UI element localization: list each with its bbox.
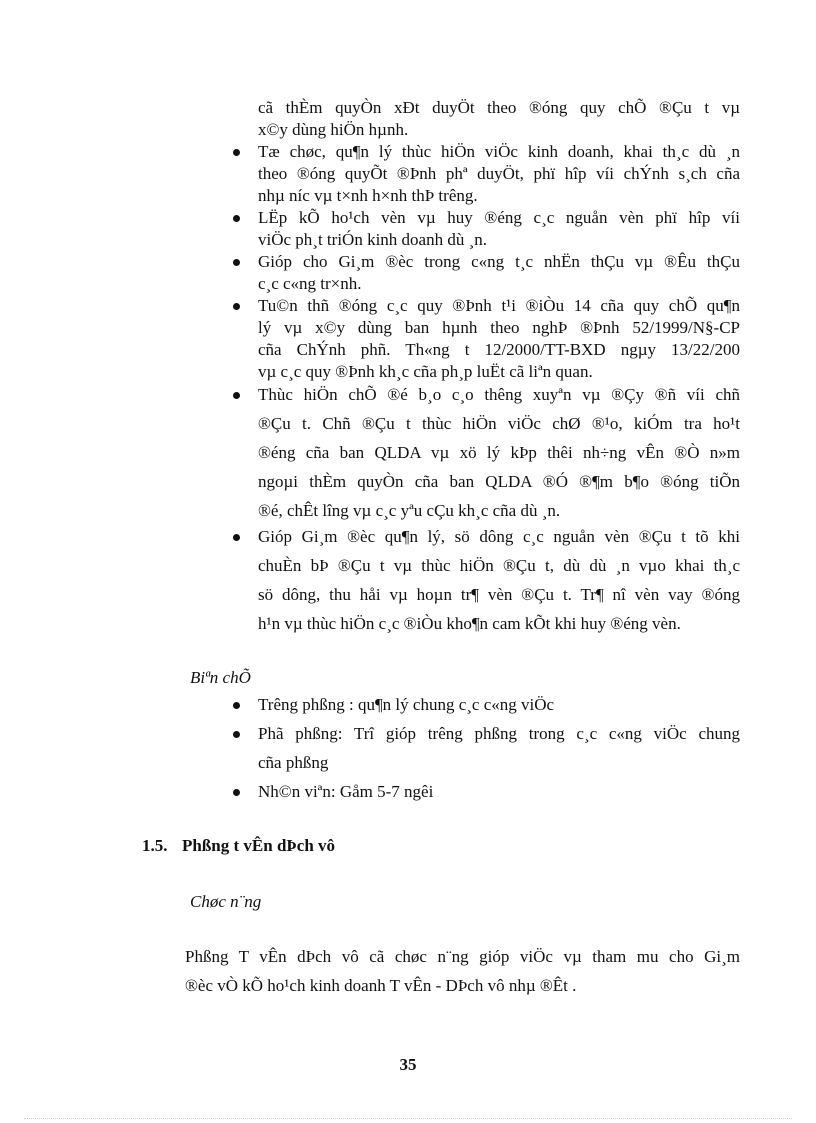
page-number: 35 [399,1055,417,1074]
intro-line: x©y dùng hiÖn hµnh. [258,120,409,139]
staffing-line: cña phßng [258,753,329,772]
duty-line: ®éng cña ban QLDA vµ xö lý kÞp thêi nh÷ng vÊn ®Ò n»m [258,443,740,462]
section-paragraph-line: Phßng T vÊn dÞch vô cã chøc n¨ng gióp viÖc vµ tham mu cho Gi¸m [185,947,740,966]
duty-line: Gióp Gi¸m ®èc qu¶n lý, sö dông c¸c nguån vèn ®Çu t tõ khi [258,527,740,546]
intro-line: cã thÈm quyÒn xÐt duyÖt theo ®óng quy chÕ ®Çu t vµ [258,98,740,117]
bullet-icon [233,259,240,266]
section-title: Phßng t vÊn dÞch vô [182,836,336,855]
bullet-icon [233,303,240,310]
duty-line: sö dông, thu håi vµ hoµn tr¶ vèn ®Çu t. Tr¶ nî vèn vay ®óng [258,585,740,604]
duty-line: chuÈn bÞ ®Çu t vµ thùc hiÖn ®Çu t, dù dù ¸n vµo khai th¸c [258,556,740,575]
staffing-line: Phã phßng: Trî gióp trêng phßng trong c¸c c«ng viÖc chung [258,724,740,743]
bullet-icon [233,392,240,399]
duty-line: Gióp cho Gi¸m ®èc trong c«ng t¸c nhËn thÇu vµ ®Êu thÇu [258,252,740,271]
staffing-line: Trêng phßng : qu¶n lý chung c¸c c«ng viÖc [258,695,555,714]
duty-line: nhµ níc vµ t×nh h×nh thÞ trêng. [258,186,478,205]
duty-line: Thùc hiÖn chÕ ®é b¸o c¸o thêng xuyªn vµ ®Çy ®ñ víi chñ [258,385,740,404]
staffing-line: Nh©n viªn: Gåm 5-7 ngêi [258,782,434,801]
duty-line: ®Çu t. Chñ ®Çu t thùc hiÖn viÖc chØ ®¹o, kiÓm tra ho¹t [258,414,740,433]
bullet-icon [233,702,240,709]
duty-line: LËp kÕ ho¹ch vèn vµ huy ®éng c¸c nguån vèn phï hîp víi [258,208,740,227]
footer-divider [24,1118,792,1119]
function-heading: Chøc n¨ng [190,892,262,911]
duty-line: c¸c c«ng tr×nh. [258,274,362,293]
bullet-icon [233,149,240,156]
duty-line: lý vµ x©y dùng ban hµnh theo nghÞ ®Þnh 52/1999/N§-CP [258,318,740,337]
bullet-icon [233,731,240,738]
section-number: 1.5. [142,836,168,855]
duty-line: viÖc ph¸t triÓn kinh doanh dù ¸n. [258,230,487,249]
duty-line: Tæ chøc, qu¶n lý thùc hiÖn viÖc kinh doanh, khai th¸c dù ¸n [258,142,740,161]
duty-line: Tu©n thñ ®óng c¸c quy ®Þnh t¹i ®iÒu 14 cña quy chÕ qu¶n [258,296,740,315]
bullet-icon [233,789,240,796]
duty-line: vµ c¸c quy ®Þnh kh¸c cña ph¸p luËt cã liªn quan. [258,362,593,381]
duty-line: ngoµi thÈm quyÒn cña ban QLDA ®Ó ®¶m b¶o ®óng tiÕn [258,472,740,491]
duty-line: cña ChÝnh phñ. Th«ng t 12/2000/TT-BXD ngµy 13/22/200 [258,340,740,359]
duty-line: ®é, chÊt lîng vµ c¸c yªu cÇu kh¸c cña dù ¸n. [258,501,561,520]
bullet-icon [233,534,240,541]
bullet-icon [233,215,240,222]
staffing-heading: Biªn chÕ [190,668,251,687]
duty-line: h¹n vµ thùc hiÖn c¸c ®iÒu kho¶n cam kÕt khi huy ®éng vèn. [258,614,681,633]
section-paragraph-line: ®èc vÒ kÕ ho¹ch kinh doanh T vÊn - DÞch vô nhµ ®Êt . [185,976,577,995]
duty-line: theo ®óng quyÕt ®Þnh phª duyÖt, phï hîp víi chÝnh s¸ch cña [258,164,740,183]
